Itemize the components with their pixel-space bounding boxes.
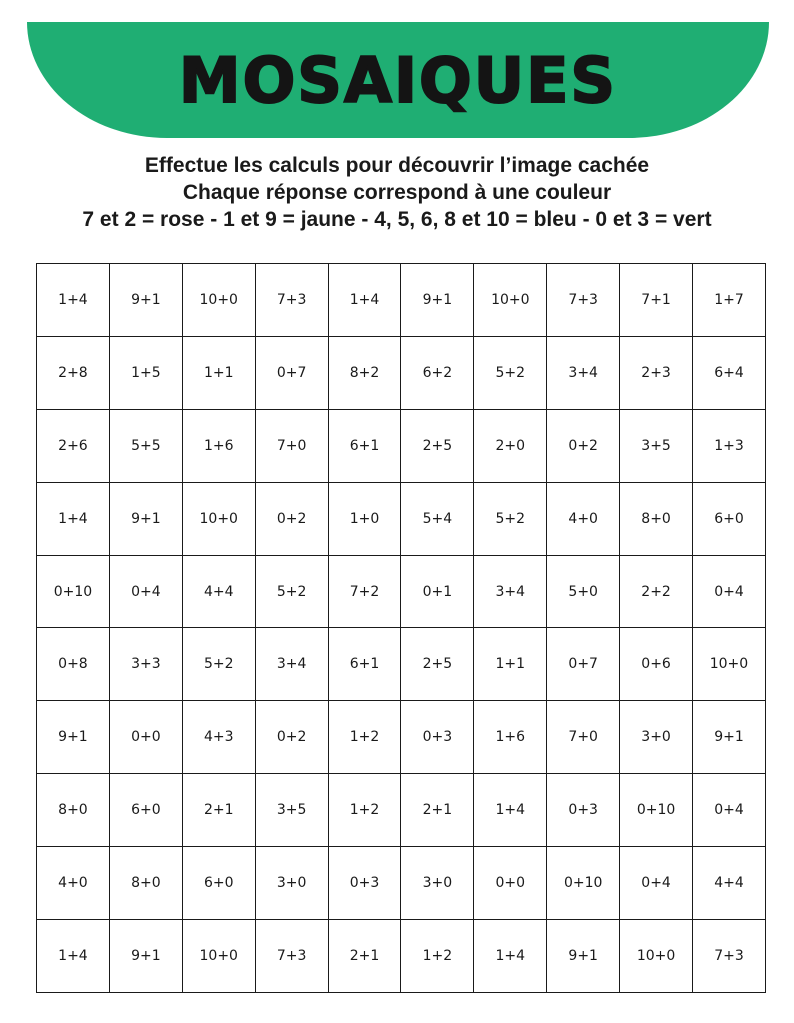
grid-cell[interactable]: 3+0: [401, 847, 474, 920]
grid-cell[interactable]: 3+4: [547, 336, 620, 409]
grid-cell[interactable]: 8+0: [37, 774, 110, 847]
grid-cell[interactable]: 0+10: [620, 774, 693, 847]
grid-cell[interactable]: 1+6: [474, 701, 547, 774]
grid-cell[interactable]: 1+4: [37, 920, 110, 993]
grid-row: [37, 336, 766, 409]
grid-cell[interactable]: 5+2: [255, 555, 328, 628]
grid-cell[interactable]: 7+0: [547, 701, 620, 774]
grid-cell[interactable]: 0+3: [547, 774, 620, 847]
grid-cell[interactable]: 4+4: [693, 847, 766, 920]
grid-cell[interactable]: 7+3: [693, 920, 766, 993]
grid-cell[interactable]: 1+0: [328, 482, 401, 555]
grid-cell[interactable]: 4+4: [182, 555, 255, 628]
grid-cell[interactable]: 0+4: [620, 847, 693, 920]
grid-cell[interactable]: 1+2: [328, 701, 401, 774]
grid-cell[interactable]: 3+3: [109, 628, 182, 701]
grid-cell[interactable]: 0+7: [547, 628, 620, 701]
grid-cell[interactable]: 3+4: [255, 628, 328, 701]
grid-cell[interactable]: 3+0: [255, 847, 328, 920]
grid-cell[interactable]: 10+0: [620, 920, 693, 993]
mosaic-grid: [36, 263, 766, 993]
grid-cell[interactable]: 0+8: [37, 628, 110, 701]
grid-cell[interactable]: 0+4: [693, 774, 766, 847]
grid-cell[interactable]: 8+0: [109, 847, 182, 920]
grid-cell[interactable]: 6+0: [693, 482, 766, 555]
grid-cell[interactable]: 9+1: [109, 264, 182, 337]
grid-cell[interactable]: 6+1: [328, 409, 401, 482]
grid-cell[interactable]: 1+6: [182, 409, 255, 482]
grid-cell[interactable]: 7+3: [547, 264, 620, 337]
grid-row: [37, 264, 766, 337]
grid-cell[interactable]: 5+2: [182, 628, 255, 701]
instruction-line: Chaque réponse correspond à une couleur: [182, 181, 612, 204]
grid-cell[interactable]: 0+4: [693, 555, 766, 628]
grid-cell[interactable]: 5+2: [474, 336, 547, 409]
grid-row: [37, 628, 766, 701]
grid-cell[interactable]: 10+0: [182, 482, 255, 555]
grid-row: [37, 920, 766, 993]
grid-cell[interactable]: 3+4: [474, 555, 547, 628]
grid-cell[interactable]: 7+1: [620, 264, 693, 337]
grid-cell[interactable]: 0+10: [547, 847, 620, 920]
grid-cell[interactable]: 9+1: [109, 482, 182, 555]
grid-cell[interactable]: 2+5: [401, 628, 474, 701]
grid-cell[interactable]: 3+0: [620, 701, 693, 774]
grid-row: [37, 701, 766, 774]
grid-cell[interactable]: 3+5: [620, 409, 693, 482]
grid-cell[interactable]: 0+1: [401, 555, 474, 628]
grid-cell[interactable]: 4+0: [37, 847, 110, 920]
grid-cell[interactable]: 0+6: [620, 628, 693, 701]
grid-cell[interactable]: 0+0: [474, 847, 547, 920]
grid-cell[interactable]: 5+5: [109, 409, 182, 482]
grid-cell[interactable]: 3+5: [255, 774, 328, 847]
grid-cell[interactable]: 2+1: [401, 774, 474, 847]
grid-cell[interactable]: 1+4: [37, 264, 110, 337]
grid-cell[interactable]: 7+3: [255, 264, 328, 337]
grid-cell[interactable]: 6+0: [182, 847, 255, 920]
grid-cell[interactable]: 8+2: [328, 336, 401, 409]
grid-cell[interactable]: 2+8: [37, 336, 110, 409]
grid-row: [37, 482, 766, 555]
grid-row: [37, 774, 766, 847]
grid-cell[interactable]: 5+2: [474, 482, 547, 555]
grid-cell[interactable]: 6+2: [401, 336, 474, 409]
grid-cell[interactable]: 1+4: [474, 920, 547, 993]
grid-cell[interactable]: 5+4: [401, 482, 474, 555]
grid-cell[interactable]: 1+4: [474, 774, 547, 847]
grid-cell[interactable]: 4+3: [182, 701, 255, 774]
grid-cell[interactable]: 2+2: [620, 555, 693, 628]
grid-cell[interactable]: 1+1: [182, 336, 255, 409]
grid-row: [37, 847, 766, 920]
color-key-line: 7 et 2 = rose - 1 et 9 = jaune - 4, 5, 6, 8 et 10 = bleu - 0 et 3 = vert: [82, 208, 712, 231]
grid-cell[interactable]: 0+2: [547, 409, 620, 482]
grid-cell[interactable]: 2+0: [474, 409, 547, 482]
grid-cell[interactable]: 0+7: [255, 336, 328, 409]
grid-cell[interactable]: 5+0: [547, 555, 620, 628]
grid-cell[interactable]: 2+1: [182, 774, 255, 847]
page-title: MOSAIQUES: [178, 43, 618, 117]
grid-cell[interactable]: 2+6: [37, 409, 110, 482]
grid-cell[interactable]: 7+0: [255, 409, 328, 482]
grid-cell[interactable]: 8+0: [620, 482, 693, 555]
grid-cell[interactable]: 9+1: [37, 701, 110, 774]
grid-cell[interactable]: 1+3: [693, 409, 766, 482]
grid-row: [37, 555, 766, 628]
grid-cell[interactable]: 0+4: [109, 555, 182, 628]
grid-cell[interactable]: 9+1: [693, 701, 766, 774]
grid-cell[interactable]: 2+5: [401, 409, 474, 482]
grid-cell[interactable]: 0+10: [37, 555, 110, 628]
grid-cell[interactable]: 0+3: [401, 701, 474, 774]
grid-cell[interactable]: 10+0: [474, 264, 547, 337]
grid-cell[interactable]: 9+1: [401, 264, 474, 337]
grid-cell[interactable]: 2+3: [620, 336, 693, 409]
grid-cell[interactable]: 1+5: [109, 336, 182, 409]
grid-cell[interactable]: 1+4: [37, 482, 110, 555]
grid-cell[interactable]: 10+0: [182, 264, 255, 337]
grid-cell[interactable]: 1+1: [474, 628, 547, 701]
instruction-line: Effectue les calculs pour découvrir l’image cachée: [144, 154, 650, 177]
grid-cell[interactable]: 10+0: [693, 628, 766, 701]
grid-row: [37, 409, 766, 482]
grid-cell[interactable]: 1+7: [693, 264, 766, 337]
grid-cell[interactable]: 0+2: [255, 482, 328, 555]
grid-cell[interactable]: 6+4: [693, 336, 766, 409]
grid-cell[interactable]: 6+1: [328, 628, 401, 701]
grid-cell[interactable]: 9+1: [109, 920, 182, 993]
grid-cell[interactable]: 4+0: [547, 482, 620, 555]
instructions: [0, 152, 794, 233]
grid-cell[interactable]: 0+2: [255, 701, 328, 774]
grid-cell[interactable]: 7+3: [255, 920, 328, 993]
grid-cell[interactable]: 2+1: [328, 920, 401, 993]
grid-cell[interactable]: 0+0: [109, 701, 182, 774]
grid-cell[interactable]: 6+0: [109, 774, 182, 847]
grid-cell[interactable]: 9+1: [547, 920, 620, 993]
grid-cell[interactable]: 1+2: [328, 774, 401, 847]
grid-cell[interactable]: 7+2: [328, 555, 401, 628]
grid-cell[interactable]: 10+0: [182, 920, 255, 993]
grid-cell[interactable]: 1+2: [401, 920, 474, 993]
grid-cell[interactable]: 1+4: [328, 264, 401, 337]
grid-cell[interactable]: 0+3: [328, 847, 401, 920]
